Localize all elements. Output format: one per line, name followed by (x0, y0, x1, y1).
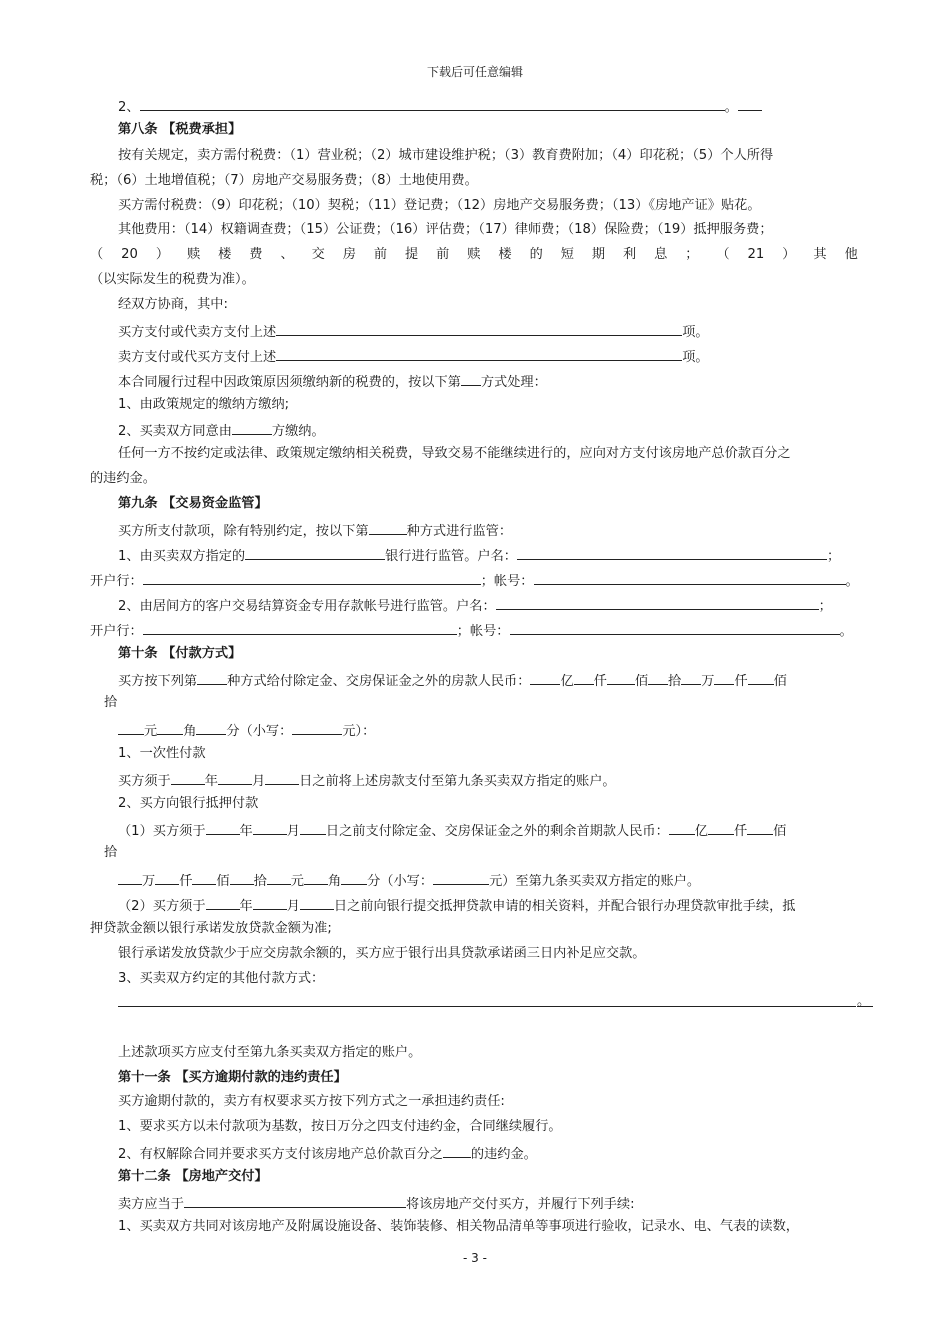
new-tax-method-field[interactable] (461, 371, 481, 386)
down-jiao-field[interactable] (304, 870, 328, 885)
payment-method-field[interactable] (197, 670, 227, 685)
article10-p4: 买方须于 年 月 日之前将上述房款支付至第九条买卖双方指定的账户。 (118, 770, 616, 791)
article8-p6: 经双方协商，其中: (118, 297, 228, 312)
article10-p6: （1）买方须于 年 月 日之前支付除定金、交房保证金之外的剩余首期款人民币： 亿 仟 佰 (118, 820, 786, 841)
lump-year-field[interactable] (171, 770, 205, 785)
article8-p4: （ 20 ） 赎 楼 费 、 交 房 前 提 前 赎 楼 的 短 期 利 息 ； （ 21 ） 其 他 (90, 247, 858, 262)
article10-p2: 元 角 分（小写： 元）： (118, 720, 375, 741)
article8-title: 第八条 【税费承担】 (118, 122, 242, 137)
item2-blank (140, 96, 725, 111)
buyer-tax-items-field[interactable] (276, 321, 682, 336)
article10-p5: 2、买方向银行抵押付款 (118, 796, 259, 811)
amount-wan-field[interactable] (681, 670, 701, 685)
article10-p9: 银行承诺发放贷款少于应交房款余额的，买方应于银行出具贷款承诺函三日内补足应交款。 (118, 946, 646, 961)
article9-title: 第九条 【交易资金监管】 (118, 496, 268, 511)
down-bai-field[interactable] (747, 820, 773, 835)
article9-p2: 1、由买卖双方指定的 银行进行监管。户名： ； (118, 545, 840, 566)
article10-p6b: 拾 (104, 845, 118, 860)
opening-bank-field-1[interactable] (143, 570, 481, 585)
amount-qian-field[interactable] (574, 670, 594, 685)
account-holder-field-1[interactable] (517, 545, 827, 560)
article8-p8: 卖方支付或代买方支付上述 项。 (118, 346, 709, 367)
amount-yuan-field[interactable] (118, 720, 144, 735)
lump-day-field[interactable] (265, 770, 299, 785)
article8-p5: （以实际发生的税费为准）。 (90, 272, 255, 287)
item2-line (118, 96, 762, 117)
down-day-field[interactable] (300, 820, 326, 835)
account-holder-field-2[interactable] (496, 595, 819, 610)
down-fen-field[interactable] (341, 870, 367, 885)
down-figure-field[interactable] (433, 870, 489, 885)
down-wan-field[interactable] (118, 870, 142, 885)
article10-p11: 上述款项买方应支付至第九条买卖双方指定的账户。 (118, 1045, 422, 1060)
article10-p7: 万 仟 佰 拾 元 角 分（小写： 元）至第九条买卖双方指定的账户。 (118, 870, 700, 891)
amount-figure-field[interactable] (292, 720, 342, 735)
article11-title: 第十一条 【买方逾期付款的违约责任】 (118, 1070, 347, 1085)
amount-bai-field[interactable] (607, 670, 635, 685)
article10-p8b: 押贷款金额以银行承诺发放贷款金额为准; (90, 921, 332, 936)
article11-p1: 买方逾期付款的，卖方有权要求买方按下列方式之一承担违约责任: (118, 1094, 505, 1109)
article8-p12b: 的违约金。 (90, 471, 156, 486)
article10-p10: 3、买卖双方约定的其他付款方式： (118, 971, 325, 986)
page-number: - 3 - (463, 1251, 487, 1265)
article11-p2: 1、要求买方以未付款项为基数，按日万分之四支付违约金，合同继续履行。 (118, 1119, 562, 1134)
article8-p3: 其他费用：（14）权籍调查费；（15）公证费；（16）评估费；（17）律师费；（18）保险费；（19）抵押服务费； (118, 222, 773, 237)
bank-name-field[interactable] (245, 545, 385, 560)
down-yi-field[interactable] (669, 820, 695, 835)
loan-year-field[interactable] (206, 895, 240, 910)
article10-p1b: 拾 (104, 695, 118, 710)
loan-day-field[interactable] (300, 895, 334, 910)
article8-p1b: 税；（6）土地增值税；（7）房地产交易服务费；（8）土地使用费。 (90, 173, 478, 188)
account-number-field-1[interactable] (534, 570, 846, 585)
down-bai2-field[interactable] (192, 870, 216, 885)
amount-yi-field[interactable] (530, 670, 560, 685)
article12-p2: 1、买卖双方共同对该房地产及附属设施设备、装饰装修、相关物品清单等事项进行验收，记录水、电、气表的读数， (118, 1219, 799, 1234)
account-number-field-2[interactable] (510, 620, 840, 635)
other-payment-blank[interactable] (118, 1006, 856, 1007)
amount-qian2-field[interactable] (714, 670, 734, 685)
down-yuan-field[interactable] (267, 870, 291, 885)
article12-p1: 卖方应当于 将该房地产交付买方，并履行下列手续: (118, 1193, 635, 1214)
article11-p3: 2、有权解除合同并要求买方支付该房地产总价款百分之 的违约金。 (118, 1143, 537, 1164)
amount-shi-field[interactable] (648, 670, 668, 685)
article8-p2: 买方需付税费：（9）印花税；（10）契税；（11）登记费；（12）房地产交易服务费；（13）《房地产证》贴花。 (118, 198, 761, 213)
down-qian-field[interactable] (708, 820, 734, 835)
article8-p9: 本合同履行过程中因政策原因须缴纳新的税费的，按以下第 方式处理： (118, 371, 547, 392)
down-qian2-field[interactable] (155, 870, 179, 885)
article12-title: 第十二条 【房地产交付】 (118, 1169, 268, 1184)
amount-fen-field[interactable] (196, 720, 226, 735)
other-payment-end: 。 (857, 994, 871, 1009)
amount-bai2-field[interactable] (748, 670, 774, 685)
article8-p12a: 任何一方不按约定或法律、政策规定缴纳相关税费，导致交易不能继续进行的，应向对方支付该房地产总价款百分之 (118, 446, 791, 461)
article8-p11: 2、买卖双方同意由 方缴纳。 (118, 420, 325, 441)
page-header: 下载后可任意编辑 (426, 65, 523, 79)
article10-title: 第十条 【付款方式】 (118, 646, 242, 661)
supervision-method-field[interactable] (369, 520, 407, 535)
article10-p3: 1、一次性付款 (118, 746, 206, 761)
other-payment-tail (857, 1006, 873, 1007)
opening-bank-field-2[interactable] (143, 620, 457, 635)
article10-p1: 买方按下列第 种方式给付除定金、交房保证金之外的房款人民币： 亿 仟 佰 拾 万 仟 佰 (118, 670, 787, 691)
item2-suffix: 。 (724, 100, 738, 115)
down-year-field[interactable] (206, 820, 240, 835)
new-tax-payer-field[interactable] (232, 420, 272, 435)
lump-month-field[interactable] (218, 770, 252, 785)
item2-tail-blank (738, 96, 762, 111)
down-shi-field[interactable] (230, 870, 254, 885)
article8-p7: 买方支付或代卖方支付上述 项。 (118, 321, 709, 342)
article9-p5: 开户行： ；帐号： 。 (90, 620, 853, 641)
article8-p1a: 按有关规定，卖方需付税费：（1）营业税；（2）城市建设维护税；（3）教育费附加；（4）印花税；（5）个人所得 (118, 148, 774, 163)
article9-p1: 买方所支付款项，除有特别约定，按以下第 种方式进行监管： (118, 520, 512, 541)
article10-p8: （2）买方须于 年 月 日之前向银行提交抵押贷款申请的相关资料，并配合银行办理贷款审批手续，抵 (118, 895, 795, 916)
article9-p4: 2、由居间方的客户交易结算资金专用存款帐号进行监管。户名： ； (118, 595, 832, 616)
article8-p10: 1、由政策规定的缴纳方缴纳; (118, 397, 290, 412)
loan-month-field[interactable] (253, 895, 287, 910)
down-month-field[interactable] (253, 820, 287, 835)
penalty-percent-field[interactable] (443, 1143, 471, 1158)
delivery-date-field[interactable] (184, 1193, 406, 1208)
amount-jiao-field[interactable] (157, 720, 183, 735)
item2-prefix: 2、 (118, 100, 140, 115)
article9-p3: 开户行： ；帐号： 。 (90, 570, 859, 591)
seller-tax-items-field[interactable] (276, 346, 682, 361)
